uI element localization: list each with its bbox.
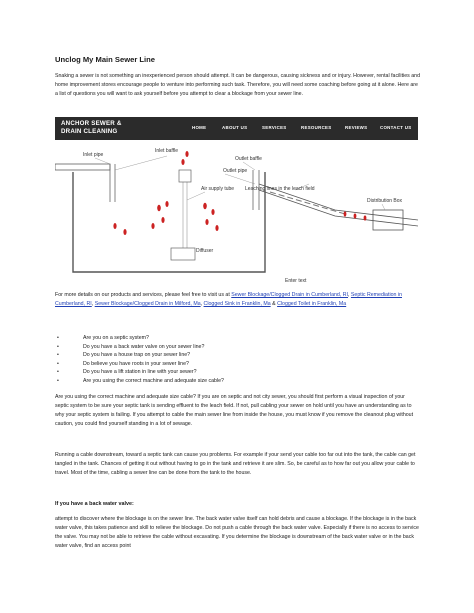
bullet-icon: •: [57, 335, 59, 341]
backwater-valve-paragraph: attempt to discover where the blockage is on the sewer line. The back water valve itself can hold debris and cause a blockage. If the blockage is in the back water valve, this takes patience and skill to relieve the blockage. Do not push a cable through the back water valve. Especially if there is no access to service the valve. You may not be able to retrieve the cable without excavating. If you determine the blockage is downstream of the back water valve or in the back water valve, find an access point: [55, 516, 419, 549]
bubble: [215, 225, 218, 231]
label-enter-text: Enter text: [285, 278, 307, 284]
bubble: [165, 201, 168, 207]
leaching-line: [270, 192, 345, 214]
tank-walls: [73, 172, 265, 272]
bullet-icon: •: [57, 369, 59, 376]
label-inlet-baffle: Inlet baffle: [155, 148, 178, 154]
air-bubbles: [113, 151, 366, 235]
bullet-icon: •: [57, 377, 59, 384]
bubble: [205, 219, 208, 225]
list-item-text: Do you have a lift station in line with your sewer?: [83, 369, 197, 376]
list-item: [55, 368, 415, 377]
diffuser-shape: [171, 248, 195, 260]
list-item-text: Do believe you have roots in your sewer line?: [83, 360, 189, 367]
nav-contact-us: CONTACT US: [380, 125, 412, 130]
site-logo: [61, 120, 141, 136]
link-clogged-toilet-franklin[interactable]: Clogged Toilet in Franklin, Ma: [277, 300, 347, 307]
bubble: [203, 203, 207, 209]
link-septic-remediation-cumberland[interactable]: Septic Remediation in Cumberland, RI: [55, 292, 402, 307]
question-list: [55, 334, 415, 386]
links-paragraph: [55, 291, 420, 309]
list-item: [55, 343, 415, 352]
website-banner-image: [55, 117, 418, 290]
label-outlet-baffle: Outlet baffle: [235, 156, 262, 162]
link-separator: ,: [91, 300, 95, 307]
nav-resources: RESOURCES: [301, 125, 332, 130]
nav-reviews: REVIEWS: [345, 125, 368, 130]
list-item-text: Do you have a house trap on your sewer line?: [83, 352, 191, 359]
list-item-text: Are you on a septic system?: [83, 335, 149, 341]
list-item: [55, 351, 415, 360]
bubble: [181, 159, 184, 165]
nav-services: SERVICES: [262, 125, 287, 130]
backwater-valve-heading: If you have a back water valve:: [55, 501, 134, 507]
page-title: Unclog My Main Sewer Line: [55, 55, 156, 64]
nav-home: HOME: [192, 125, 207, 130]
link-sewer-blockage-milford[interactable]: Sewer Blockage/Clogged Drain in Milford, Ma: [94, 300, 201, 307]
list-item: [55, 377, 415, 386]
link-clogged-sink-franklin[interactable]: Clogged Sink in Franklin, Ma: [203, 300, 271, 307]
list-item-text: Do you have a back water valve on your sewer line?: [83, 343, 205, 350]
bullet-icon: •: [57, 352, 59, 359]
bubble: [161, 217, 164, 223]
label-inlet-pipe: Inlet pipe: [83, 152, 104, 158]
link-separator: ,: [200, 300, 204, 307]
bullet-icon: •: [57, 343, 59, 350]
site-navbar: [55, 117, 418, 140]
bubble: [185, 151, 188, 157]
bubble: [157, 205, 161, 211]
logo-line-1: ANCHOR SEWER &: [61, 120, 122, 127]
bubble: [344, 211, 347, 216]
links-lead: For more details on our products and services, please feel free to visit us at: [55, 292, 230, 298]
bubble: [113, 223, 116, 229]
list-item: [55, 360, 415, 369]
list-item-text: Are you using the correct machine and adequate size cable?: [83, 377, 224, 384]
air-supply-tube-shape: [183, 180, 187, 258]
list-item: [55, 334, 415, 343]
nav-about-us: ABOUT US: [222, 125, 248, 130]
bubble: [354, 213, 357, 218]
label-leaders: [95, 156, 385, 210]
septic-paragraph: Are you using the correct machine and adequate size cable? If you are on septic and not city sewer, you should first perform a visual inspection of your septic system to be sure your septic tank is sending effluent to the leach field. If not, pull cabling your sewer on hold until you have an understanding as to why your septic system is failing. If you attempt to cable the main sewer line from inside the house, you must know if you remove the cleanout plug without caution, you could find yourself standing in a lot of sewage.: [55, 394, 414, 427]
cable-paragraph: Running a cable downstream, toward a septic tank can cause you problems. For example if your send your cable too far out into the tank, the cable can get tangled in the tank. Chances of getting it out without having to go in the tank and retrieve it are slim. So, be careful as to how far out you allow your cable to travel. Most of the time, cabling a sewer line can be done from the tank to the house.: [55, 452, 416, 476]
link-separator: &: [270, 300, 278, 307]
logo-line-2: DRAIN CLEANING: [61, 128, 118, 135]
tube-cap: [179, 170, 191, 182]
label-diffuser: Diffuser: [196, 248, 214, 254]
label-leaching-lines: Leaching lines in the leach field: [245, 186, 315, 192]
distribution-box-shape: [373, 210, 403, 230]
link-separator: ,: [348, 292, 351, 298]
bubble: [211, 209, 214, 215]
label-air-supply-tube: Air supply tube: [201, 186, 235, 192]
link-sewer-blockage-cumberland[interactable]: Sewer Blockage/Clogged Drain in Cumberland, RI: [231, 292, 348, 298]
label-distribution-box: Distribution Box: [367, 198, 403, 204]
label-outlet-pipe: Outlet pipe: [223, 168, 248, 174]
intro-paragraph: Snaking a sewer is not something an inexperienced person should attempt. It can be dangerous, causing sickness and or injury. However, rental facilities and home improvement stores encourage people to venture into performing such task. Therefore, you will need some coaching before going at it alone. Here are a list of questions you will want to ask yourself before you attempt to clear a blockage from your sewer line.: [55, 73, 420, 97]
bubble: [123, 229, 126, 235]
inlet-baffle-shape: [110, 164, 115, 202]
septic-tank-diagram: [55, 140, 418, 290]
bullet-icon: •: [57, 360, 59, 367]
bubble: [151, 223, 154, 229]
bubble: [364, 215, 367, 220]
inlet-pipe-shape: [55, 164, 110, 170]
